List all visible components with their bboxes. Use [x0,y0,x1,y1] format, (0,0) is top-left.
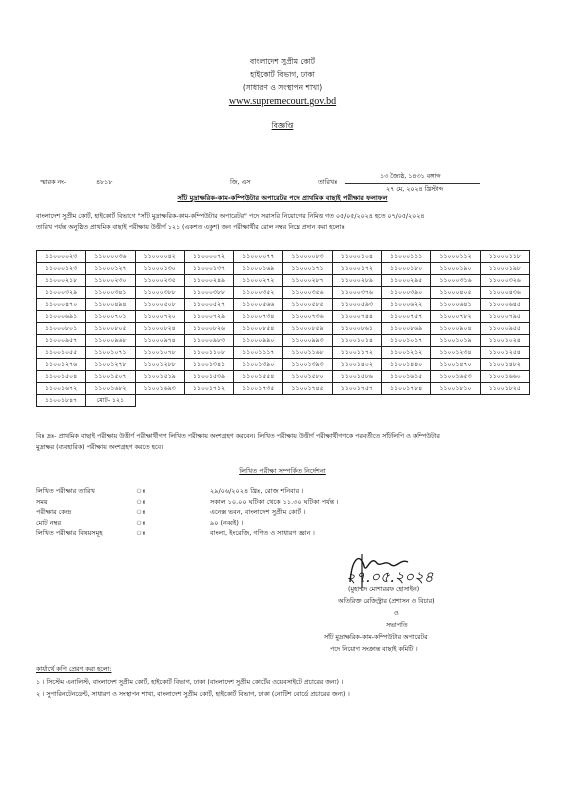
roll-cell: ১১০০০৬২২ [382,299,431,311]
note-line-2: মুদ্রাক্ষর (ব্যবহারিক) পরীক্ষায় অংশগ্রহণ করতে হবে। [36,444,164,451]
roll-cell: ১১০০০০৮৩ [283,251,332,263]
committee-line-2: পদে নিয়োগ সংক্রান্ত বাছাই কমিটি । [330,646,418,653]
total-count-cell: মোট- ১২১ [86,395,135,407]
roll-cell: ১১০০০১৭২ [332,263,381,275]
roll-cell: ১১০০১৬৫৩ [431,371,480,383]
roll-cell: ১১০০০১৩৭ [184,263,233,275]
exam-detail-separator: ঃ [136,497,146,506]
table-row [37,287,530,299]
exam-detail-separator: ঃ [136,518,146,527]
roll-cell: ১১০০০৪৯৪ [86,299,135,311]
roll-cell: ১১০০০১১১ [382,251,431,263]
roll-cell: ১১০০১২৩৪ [431,347,480,359]
roll-cell: ১১০০০১৯৮ [480,263,529,275]
roll-cell: ১১০০১২৭৬ [37,359,86,371]
roll-cell: ১১০০০৯৭৪ [135,335,184,347]
roll-cell: ১১০০০৭০১ [86,311,135,323]
roll-cell: ১১০০০৭৩৬ [283,311,332,323]
roll-cell: ১১০০০১৬৯ [234,263,283,275]
exam-detail-separator: ঃ [136,508,146,516]
exam-detail-separator: ঃ [136,529,146,537]
roll-cell: ১১০০০৪৩৬ [480,287,529,299]
memo-date-en: ২৭ মে, ২০২৪ খ্রিস্টাব্দ [386,186,444,193]
roll-cell: ১১০০১১৭২ [332,347,381,359]
roll-cell: ১১০০১৭৪৫ [283,383,332,395]
table-row [37,275,530,287]
handwritten-date: ২৭.০৫.২০২৪ [346,568,434,586]
table-row [37,347,530,359]
roll-cell: ১১০০০৭৩৪ [234,311,283,323]
table-row [37,395,530,407]
roll-cell: ১১০০০৬৪১ [431,299,480,311]
date-divider [345,183,480,184]
exam-detail-label: মোট নম্বর [36,518,62,527]
notice-heading: বিজ্ঞপ্তি [271,121,294,130]
roll-cell: ১১০০১৪৮২ [480,359,529,371]
roll-cell: ১১০০০৯৫৭ [37,335,86,347]
roll-cell: ১১০০১৬৭২ [37,383,86,395]
roll-cell: ১১০০১৫৮০ [283,371,332,383]
roll-cell: ১১০০০০৪২ [135,251,184,263]
roll-cell: ১১০০০৩২৬ [480,275,529,287]
roll-cell: ১১০০০৩৫৬ [283,287,332,299]
roll-cell: ১১০০০৯০৪ [431,323,480,335]
table-row [37,371,530,383]
roll-cell: ১১০০১৮৪৭ [37,395,86,407]
roll-cell: ১১০০০৫২৭ [184,299,233,311]
result-title: সাঁট মুদ্রাক্ষরিক-কাম-কম্পিউটার অপারেটর পদে প্রাথমিক বাছাই পরীক্ষার ফলাফল [177,194,388,202]
roll-cell: ১১০০১০১৯ [431,335,480,347]
roll-cell: ১১০০০২৩০ [86,275,135,287]
roll-cell: ১১০০১৫৩৯ [184,371,233,383]
roll-cell: ১১০০০১০৪ [332,251,381,263]
signer-and: ও [394,610,399,617]
roll-cell: ১১০০১১৬৮ [283,347,332,359]
memo-section: জি, এস [230,179,251,186]
roll-cell: ১১০০০৮০১ [37,323,86,335]
roll-cell: ১১০০০৪৭০ [37,299,86,311]
signer-name: (মুহাম্মদ মোশাররফ হোসাইন) [348,586,420,593]
roll-cell: ১১০০১০৫৫ [37,347,86,359]
roll-cell: ১১০০১৬১৫ [382,371,431,383]
roll-cell: ১১০০০০৭৭ [234,251,283,263]
table-row [37,335,530,347]
roll-cell: ১১০০১০২৪ [480,335,529,347]
roll-cell: ১১০০০৫০৮ [135,299,184,311]
roll-cell: ১১০০১৪৪০ [382,359,431,371]
roll-cell: ১১০০০৪০৫ [431,287,480,299]
roll-cell: ১১০০১৫০৪ [37,371,86,383]
roll-cell: ১১০০০৯৫৫ [480,323,529,335]
roll-cell: ১১০০০৩২৯ [37,287,86,299]
roll-cell: ১১০০০২৮৭ [283,275,332,287]
roll-cell: ১১০০০১৯০ [431,263,480,275]
roll-cell: ১১০০১২৮৮ [135,359,184,371]
roll-cell: ১১০০০২৯৫ [382,275,431,287]
exam-detail-label: লিখিত পরীক্ষার তারিখ [36,487,95,495]
roll-cell: ১১০০০৩৫২ [234,287,283,299]
roll-cell: ১১০০০৯৬৮ [86,335,135,347]
roll-cell: ১১০০১০৭১ [86,347,135,359]
roll-cell: ১১০০০৮৫৪ [234,323,283,335]
signer-designation: অতিরিক্ত রেজিস্ট্রার (প্রশাসন ও বিচার) [338,598,435,605]
roll-cell: ১১০০০৬৪৫ [480,299,529,311]
roll-cell: ১১০০১৩৯০ [234,359,283,371]
intro-line-2: তারিখ পর্যন্ত অনুষ্ঠিত প্রাথমিক বাছাই পরীক্ষায় উত্তীর্ণ ১২১ (একশত একুশ) জন পরীক্ষার্থীর রোল নম্বর নিম্নে প্রদান করা হলোঃ [36,224,345,231]
committee-line-1: সাঁট মুদ্রাক্ষরিক-কাম-কম্পিউটার অপারেটর [324,634,428,641]
roll-cell: ১১০০১৭৫৭ [332,383,381,395]
signer-chair: সভাপতি [386,622,408,629]
roll-cell: ১১০০১১০৮ [184,347,233,359]
exam-detail-value: ৯০ (নব্বই) । [210,518,244,527]
roll-cell: ১১০০০০৩৬ [86,251,135,263]
roll-cell: ১১০০১২৭৮ [86,359,135,371]
roll-cell: ১১০০০৫৮৫ [283,299,332,311]
empty-cell [135,395,529,407]
roll-cell: ১১০০০৭৪৪ [332,311,381,323]
memo-date-label: তারিখঃ [318,179,338,186]
roll-cell: ১১০০১১১৭ [234,347,283,359]
roll-cell: ১১০০০৩৭৬ [332,287,381,299]
exam-detail-label: পরীক্ষার কেন্দ্র [36,508,72,516]
exam-detail-value: সকাল ১০.০০ ঘটিকা থেকে ১১.৩০ ঘটিকা পর্যন্ত । [210,497,339,506]
distribution-heading: কার্যার্থে কপি প্রেরণ করা হলো: [36,666,112,673]
roll-cell: ১১০০১৫১৯ [135,371,184,383]
roll-cell: ১১০০১৪০২ [332,359,381,371]
roll-cell: ১১০০০৫৯৩ [332,299,381,311]
roll-cell: ১১০০০৯৯৩ [283,335,332,347]
section-name: (সাধারণ ও সংস্থাপন শাখা) [242,83,323,92]
roll-cell: ১১০০০১২৭ [86,263,135,275]
roll-cell: ১১০০০৭৮২ [431,311,480,323]
roll-cell: ১১০০০২৪৯ [184,275,233,287]
roll-cell: ১১০০০৮৫৯ [283,323,332,335]
roll-cell: ১১০০০৩১৬ [431,275,480,287]
roll-cell: ১১০০০৫৬৬ [234,299,283,311]
exam-detail-value: ২৯/০৬/২০২৪ খ্রিঃ, রোজ শনিবার । [210,487,304,495]
exam-detail-value: বাংলা, ইংরেজি, গণিত ও সাধারণ জ্ঞান । [210,529,315,537]
roll-cell: ১১০০০৬৯১ [37,311,86,323]
roll-cell: ১১০০০৮২৪ [135,323,184,335]
roll-cell: ১১০০০১১৮ [480,251,529,263]
table-row [37,383,530,395]
roll-cell: ১১০০০৩৯০ [382,287,431,299]
roll-cell: ১১০০১০১৭ [382,335,431,347]
roll-cell: ১১০০০৭২০ [135,311,184,323]
roll-cell: ১১০০০১৩০ [135,263,184,275]
intro-line-1: বাংলাদেশ সুপ্রীম কোর্ট, হাইকোর্ট বিভাগে "সাঁট মুদ্রাক্ষরিক-কাম-কম্পিউটার অপারেটর" পদে সরাসরি নিয়োগের নিমিত্ত গত ০৫/০৫/২০২৪ হতে ০৭/০৫/২০২৪ [36,213,425,220]
table-row [37,311,530,323]
website-link[interactable]: www.supremecourt.gov.bd [228,96,337,107]
roll-cell: ১১০০১০১৪ [332,335,381,347]
note-line-1: বিঃ দ্রঃ- প্রাথমিক বাছাই পরীক্ষায় উত্তীর্ণ পরীক্ষার্থীগণ লিখিত পরীক্ষায় অংশগ্রহণ করবেন। লিখিত পরীক্ষায় উত্তীর্ণ পরীক্ষার্থীগণকে পরবর্তীতে সাঁটলিপি ও কম্পিউটার [36,433,440,440]
table-row [37,299,530,311]
roll-cell: ১১০০০২৩৫ [135,275,184,287]
table-row [37,263,530,275]
roll-cell: ১১০০১৭১২ [184,383,233,395]
roll-cell: ১১০০১৫০৭ [86,371,135,383]
roll-cell: ১১০০০৩৪১ [86,287,135,299]
roll-cell: ১১০০১০৭৮ [135,347,184,359]
roll-cell: ১১০০০১৭১ [283,263,332,275]
table-row [37,323,530,335]
roll-cell: ১১০০১৩৪১ [184,359,233,371]
roll-cell: ১১০০১৬৮২ [86,383,135,395]
memo-ref-label: স্মারক নং- [40,179,67,186]
roll-cell: ১১০০০৮৬৯ [382,323,431,335]
roll-cell: ১১০০১২১২ [382,347,431,359]
roll-cell: ১১০০০২১৮ [37,275,86,287]
roll-cell: ১১০০০২৮৯ [332,275,381,287]
table-row [37,359,530,371]
exam-detail-label: লিখিত পরীক্ষার বিষয়সমূহ [36,529,103,537]
roll-cell: ১১০০০৩৮৮ [184,287,233,299]
memo-ref-no: ৪৮১৮ [96,179,113,186]
exam-detail-value: এনেক্স ভবন, বাংলাদেশ সুপ্রীম কোর্ট । [210,508,306,516]
written-exam-heading: লিখিত পরীক্ষা সম্পর্কিত নির্দেশনা [239,467,326,475]
roll-cell: ১১০০১৭৩৫ [234,383,283,395]
roll-cell: ১১০০০৮০৫ [86,323,135,335]
roll-cell: ১১০০১৬৬০ [480,371,529,383]
roll-cell: ১১০০০৮২৬ [184,323,233,335]
roll-cell: ১১০০০৯৮৩ [184,335,233,347]
roll-cell: ১১০০০৯৯০ [234,335,283,347]
exam-detail-separator: ঃ [136,487,146,495]
org-name: বাংলাদেশ সুপ্রীম কোর্ট [250,57,315,66]
roll-cell: ১১০০০১৮০ [382,263,431,275]
roll-cell: ১১০০১৫৫৪ [234,371,283,383]
roll-number-table [36,250,530,407]
roll-cell: ১১০০০৮৬১ [332,323,381,335]
roll-cell: ১১০০১৫৮৬ [332,371,381,383]
roll-cell: ১১০০১৭৮৪ [382,383,431,395]
roll-cell: ১১০০১৮১০ [431,383,480,395]
distribution-item-1: ১ । সিস্টেম এনালিস্ট, বাংলাদেশ সুপ্রীম কোর্ট, হাইকোর্ট বিভাগ, ঢাকা (বাংলাদেশ সুপ্রীম কোর্টের ওয়েবসাইটে প্রচারের জন্য) । [36,679,344,686]
distribution-item-2: ২ । সুপারিনটেনডেন্ট, সাধারণ ও সংস্থাপন শাখা, বাংলাদেশ সুপ্রীম কোর্ট, হাইকোর্ট বিভাগ, ঢাকা (নোটিশ বোর্ডে প্রচারের জন্য) । [36,691,350,698]
memo-date-bn: ১৩ জ্যৈষ্ঠ, ১৪৩১ বঙ্গাব্দ [380,173,441,180]
table-row [37,251,530,263]
roll-cell: ১১০০০০৭২ [184,251,233,263]
roll-cell: ১১০০১৬৯৩ [135,383,184,395]
roll-cell: ১১০০১৮২৫ [480,383,529,395]
exam-detail-label: সময় [36,497,48,506]
roll-cell: ১১০০০১২৩ [37,263,86,275]
roll-cell: ১১০০০২৭২ [234,275,283,287]
roll-cell: ১১০০০৩৮৮ [135,287,184,299]
roll-cell: ১১০০১৩৯৩ [283,359,332,371]
roll-cell: ১১০০০৭৯৫ [480,311,529,323]
roll-cell: ১১০০১৪৭০ [431,359,480,371]
roll-cell: ১১০০০১১২ [431,251,480,263]
roll-cell: ১১০০০০২৩ [37,251,86,263]
roll-cell: ১১০০১২৫৪ [480,347,529,359]
division-name: হাইকোর্ট বিভাগ, ঢাকা [250,70,315,79]
roll-cell: ১১০০০৭২৯ [184,311,233,323]
roll-cell: ১১০০০৭৫৭ [382,311,431,323]
